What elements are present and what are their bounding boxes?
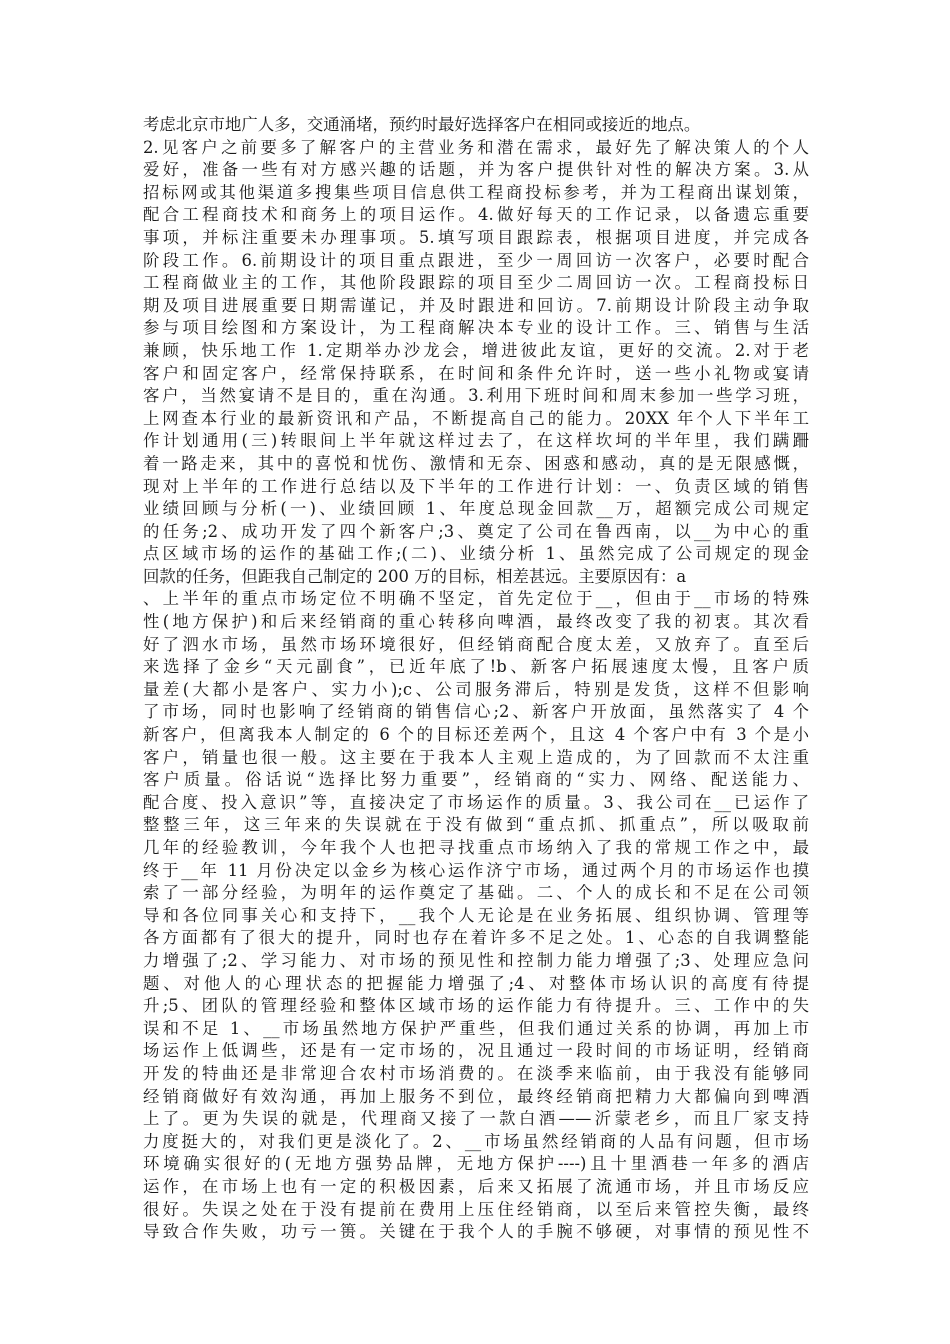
text-line: 升;5、团队的管理经验和整体区域市场的运作能力有待提升。三、工作中的失 bbox=[143, 996, 809, 1016]
text-line: 考虑北京市地广人多，交通涌堵，预约时最好选择客户在相同或接近的地点。 bbox=[143, 115, 701, 134]
text-line: 整整三年，这三年来的失误就在于没有做到“重点抓、抓重点”，所以吸取前 bbox=[143, 815, 809, 835]
text-line: 作计划通用(三)转眼间上半年就这样过去了，在这样坎坷的半年里，我们蹒跚 bbox=[143, 431, 809, 451]
text-line: 配合工程商技术和商务上的项目运作。4.做好每天的工作记录，以备遗忘重要 bbox=[143, 205, 809, 225]
text-line: 新客户，但离我本人制定的 6 个的目标还差两个，且这 4 个客户中有 3 个是小 bbox=[143, 725, 809, 745]
text-line: 场运作上低调些，还是有一定市场的，况且通过一段时间的市场证明，经销商 bbox=[143, 1041, 809, 1061]
text-line: 客户质量。俗话说“选择比努力重要”，经销商的“实力、网络、配送能力、 bbox=[143, 770, 809, 790]
text-line: 客户，当然宴请不是目的，重在沟通。3.利用下班时间和周末参加一些学习班， bbox=[143, 386, 809, 406]
text-line: 现对上半年的工作进行总结以及下半年的工作进行计划：一、负责区域的销售 bbox=[143, 476, 809, 496]
text-line: 回款的任务，但距我自己制定的 200 万的目标，相差甚远。主要原因有：a bbox=[143, 566, 687, 586]
text-line: 题、对他人的心理状态的把握能力增强了;4、对整体市场认识的高度有待提 bbox=[143, 973, 809, 993]
text-line: 上了。更为失误的就是，代理商又接了一款白酒——沂蒙老乡，而且厂家支持 bbox=[143, 1109, 809, 1129]
text-line: 好了泗水市场，虽然市场环境很好，但经销商配合度太差，又放弃了。直至后 bbox=[143, 634, 809, 654]
text-line: 来选择了金乡“天元副食”，已近年底了!b、新客户拓展速度太慢，且客户质 bbox=[143, 657, 809, 677]
text-line: 力增强了;2、学习能力、对市场的预见性和控制力能力增强了;3、处理应急问 bbox=[143, 950, 809, 970]
text-line: 爱好，准备一些有对方感兴趣的话题，并为客户提供针对性的解决方案。3.从 bbox=[143, 160, 809, 180]
text-line: 兼顾，快乐地工作 1.定期举办沙龙会，增进彼此友谊，更好的交流。2.对于老 bbox=[143, 340, 809, 360]
text-line: 着一路走来，其中的喜悦和忧伤、激情和无奈、困惑和感动，真的是无限感慨， bbox=[143, 453, 809, 473]
text-line: 终于__年 11 月份决定以金乡为核心运作济宁市场，通过两个月的市场运作也摸 bbox=[143, 860, 809, 880]
text-line: 的任务;2、成功开发了四个新客户;3、奠定了公司在鲁西南，以__为中心的重 bbox=[143, 521, 809, 541]
text-line: 业绩回顾与分析(一)、业绩回顾 1、年度总现金回款__万，超额完成公司规定 bbox=[143, 499, 809, 519]
text-line: 事项，并标注重要未办理事项。5.填写项目跟踪表，根据项目进度，并完成各 bbox=[143, 227, 809, 247]
text-line: 工程商做业主的工作，其他阶段跟踪的项目至少二周回访一次。工程商投标日 bbox=[143, 273, 809, 293]
text-line: 参与项目绘图和方案设计，为工程商解决本专业的设计工作。三、销售与生活 bbox=[143, 318, 809, 338]
text-line: 误和不足 1、__市场虽然地方保护严重些，但我们通过关系的协调，再加上市 bbox=[143, 1018, 809, 1038]
text-line: 2.见客户之前要多了解客户的主营业务和潜在需求，最好先了解决策人的个人 bbox=[143, 137, 809, 157]
text-line: 量差(大都小是客户、实力小);c、公司服务滞后，特别是发货，这样不但影响 bbox=[143, 679, 809, 699]
text-line: 导致合作失败，功亏一篑。关键在于我个人的手腕不够硬，对事情的预见性不 bbox=[143, 1222, 809, 1242]
text-line: 阶段工作。6.前期设计的项目重点跟进，至少一周回访一次客户，必要时配合 bbox=[143, 250, 809, 270]
text-line: 导和各位同事关心和支持下，__我个人无论是在业务拓展、组织协调、管理等 bbox=[143, 905, 809, 925]
text-line: 客户和固定客户，经常保持联系，在时间和条件允许时，送一些小礼物或宴请 bbox=[143, 363, 809, 383]
text-line: 性(地方保护)和后来经销商的重心转移向啤酒，最终改变了我的初衷。其次看 bbox=[143, 612, 809, 632]
text-line: 运作，在市场上也有一定的积极因素，后来又拓展了流通市场，并且市场反应 bbox=[143, 1176, 809, 1196]
text-line: 客户，销量也很一般。这主要在于我本人主观上造成的，为了回款而不太注重 bbox=[143, 747, 809, 767]
text-line: 各方面都有了很大的提升，同时也存在着许多不足之处。1、心态的自我调整能 bbox=[143, 928, 809, 948]
text-line: 上网查本行业的最新资讯和产品，不断提高自己的能力。20XX 年个人下半年工 bbox=[143, 408, 809, 428]
text-line: 力度挺大的，对我们更是淡化了。2、__市场虽然经销商的人品有问题，但市场 bbox=[143, 1131, 809, 1151]
text-line: 经销商做好有效沟通，再加上服务不到位，最终经销商把精力大都偏向到啤酒 bbox=[143, 1086, 809, 1106]
text-line: 了市场，同时也影响了经销商的销售信心;2、新客户开放面，虽然落实了 4 个 bbox=[143, 702, 809, 722]
text-line: 开发的特曲还是非常迎合农村市场消费的。在淡季来临前，由于我没有能够同 bbox=[143, 1063, 809, 1083]
text-line: 环境确实很好的(无地方强势品牌，无地方保护----)且十里酒巷一年多的酒店 bbox=[143, 1154, 809, 1174]
text-line: 索了一部分经验，为明年的运作奠定了基础。二、个人的成长和不足在公司领 bbox=[143, 883, 809, 903]
text-line: 点区域市场的运作的基础工作;(二)、业绩分析 1、虽然完成了公司规定的现金 bbox=[143, 544, 809, 564]
text-line: 很好。失误之处在于没有提前在费用上压住经销商，以至后来管控失衡，最终 bbox=[143, 1199, 809, 1219]
text-line: 配合度、投入意识”等，直接决定了市场运作的质量。3、我公司在__已运作了 bbox=[143, 792, 809, 812]
text-line: 、上半年的重点市场定位不明确不坚定，首先定位于__，但由于__市场的特殊 bbox=[143, 589, 809, 609]
text-line: 招标网或其他渠道多搜集些项目信息供工程商投标参考，并为工程商出谋划策， bbox=[143, 182, 809, 202]
document-body bbox=[143, 114, 809, 1244]
text-line: 几年的经验教训，今年我个人也把寻找重点市场纳入了我的常规工作之中，最 bbox=[143, 838, 809, 857]
text-line: 期及项目进展重要日期需谨记，并及时跟进和回访。7.前期设计阶段主动争取 bbox=[143, 295, 809, 315]
